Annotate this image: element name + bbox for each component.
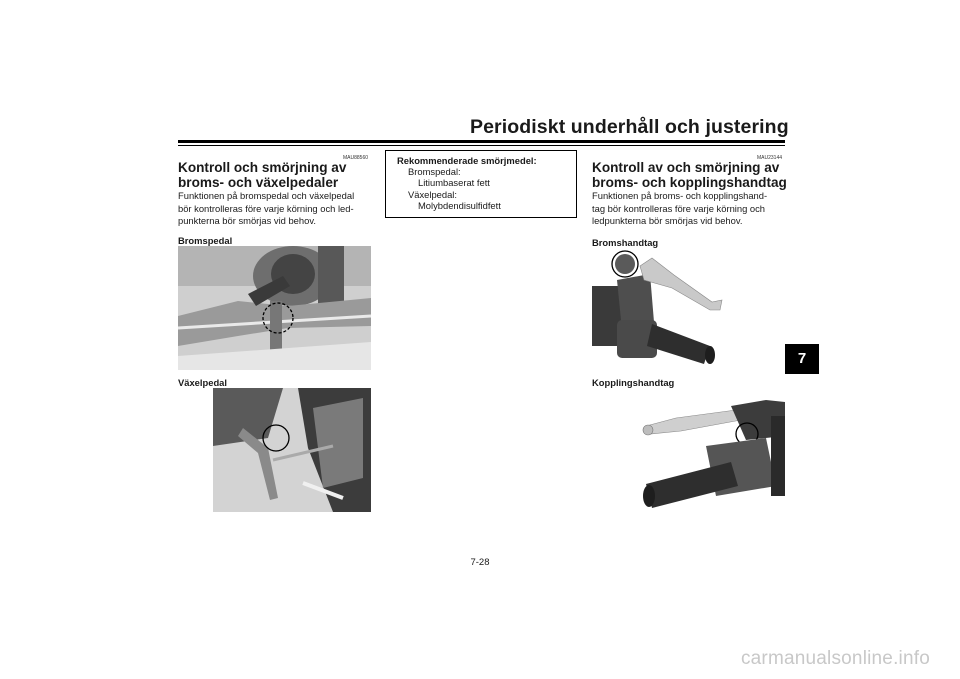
shift-pedal-photo <box>213 388 371 512</box>
section-title-left: Kontroll och smörjning av broms- och växelpedaler <box>178 160 347 190</box>
figure-label-brake-pedal: Bromspedal <box>178 235 233 246</box>
section-body-left: Funktionen på bromspedal och växelpedal bör kontrolleras före varje körning och led- punkterna bör smörjas vid behov. <box>178 190 355 226</box>
brake-pedal-photo <box>178 246 371 370</box>
watermark: carmanualsonline.info <box>740 648 930 669</box>
chapter-tab[interactable]: 7 <box>785 344 819 374</box>
header-rule-thin <box>178 145 785 146</box>
lubricant-item-name: Växelpedal: <box>408 188 457 200</box>
figure-label-clutch-lever: Kopplingshandtag <box>592 377 675 388</box>
header-rule <box>178 140 785 143</box>
lubricant-item-value: Litiumbaserat fett <box>418 177 490 189</box>
figure-label-shift-pedal: Växelpedal <box>178 377 227 388</box>
section-code-left: MAU88560 <box>343 155 369 161</box>
lubricant-item-value: Molybdendisulfidfett <box>418 199 501 211</box>
page-number: 7-28 <box>470 557 490 568</box>
section-body-right: Funktionen på broms- och kopplingshand- tag bör kontrolleras före varje körning och ledpunkterna bör smörjas vid behov. <box>592 190 768 226</box>
page-header-title: Periodiskt underhåll och justering <box>470 116 789 138</box>
lubricant-box-title: Rekommenderade smörjmedel: <box>397 155 537 166</box>
section-title-right: Kontroll av och smörjning av broms- och kopplingshandtag <box>592 160 787 190</box>
lubricant-box <box>385 150 577 218</box>
clutch-lever-photo <box>636 396 785 512</box>
lubricant-item-name: Bromspedal: <box>408 166 461 178</box>
figure-label-brake-lever: Bromshandtag <box>592 237 659 248</box>
section-code-right: MAU23144 <box>757 155 783 161</box>
brake-lever-photo <box>592 250 785 368</box>
